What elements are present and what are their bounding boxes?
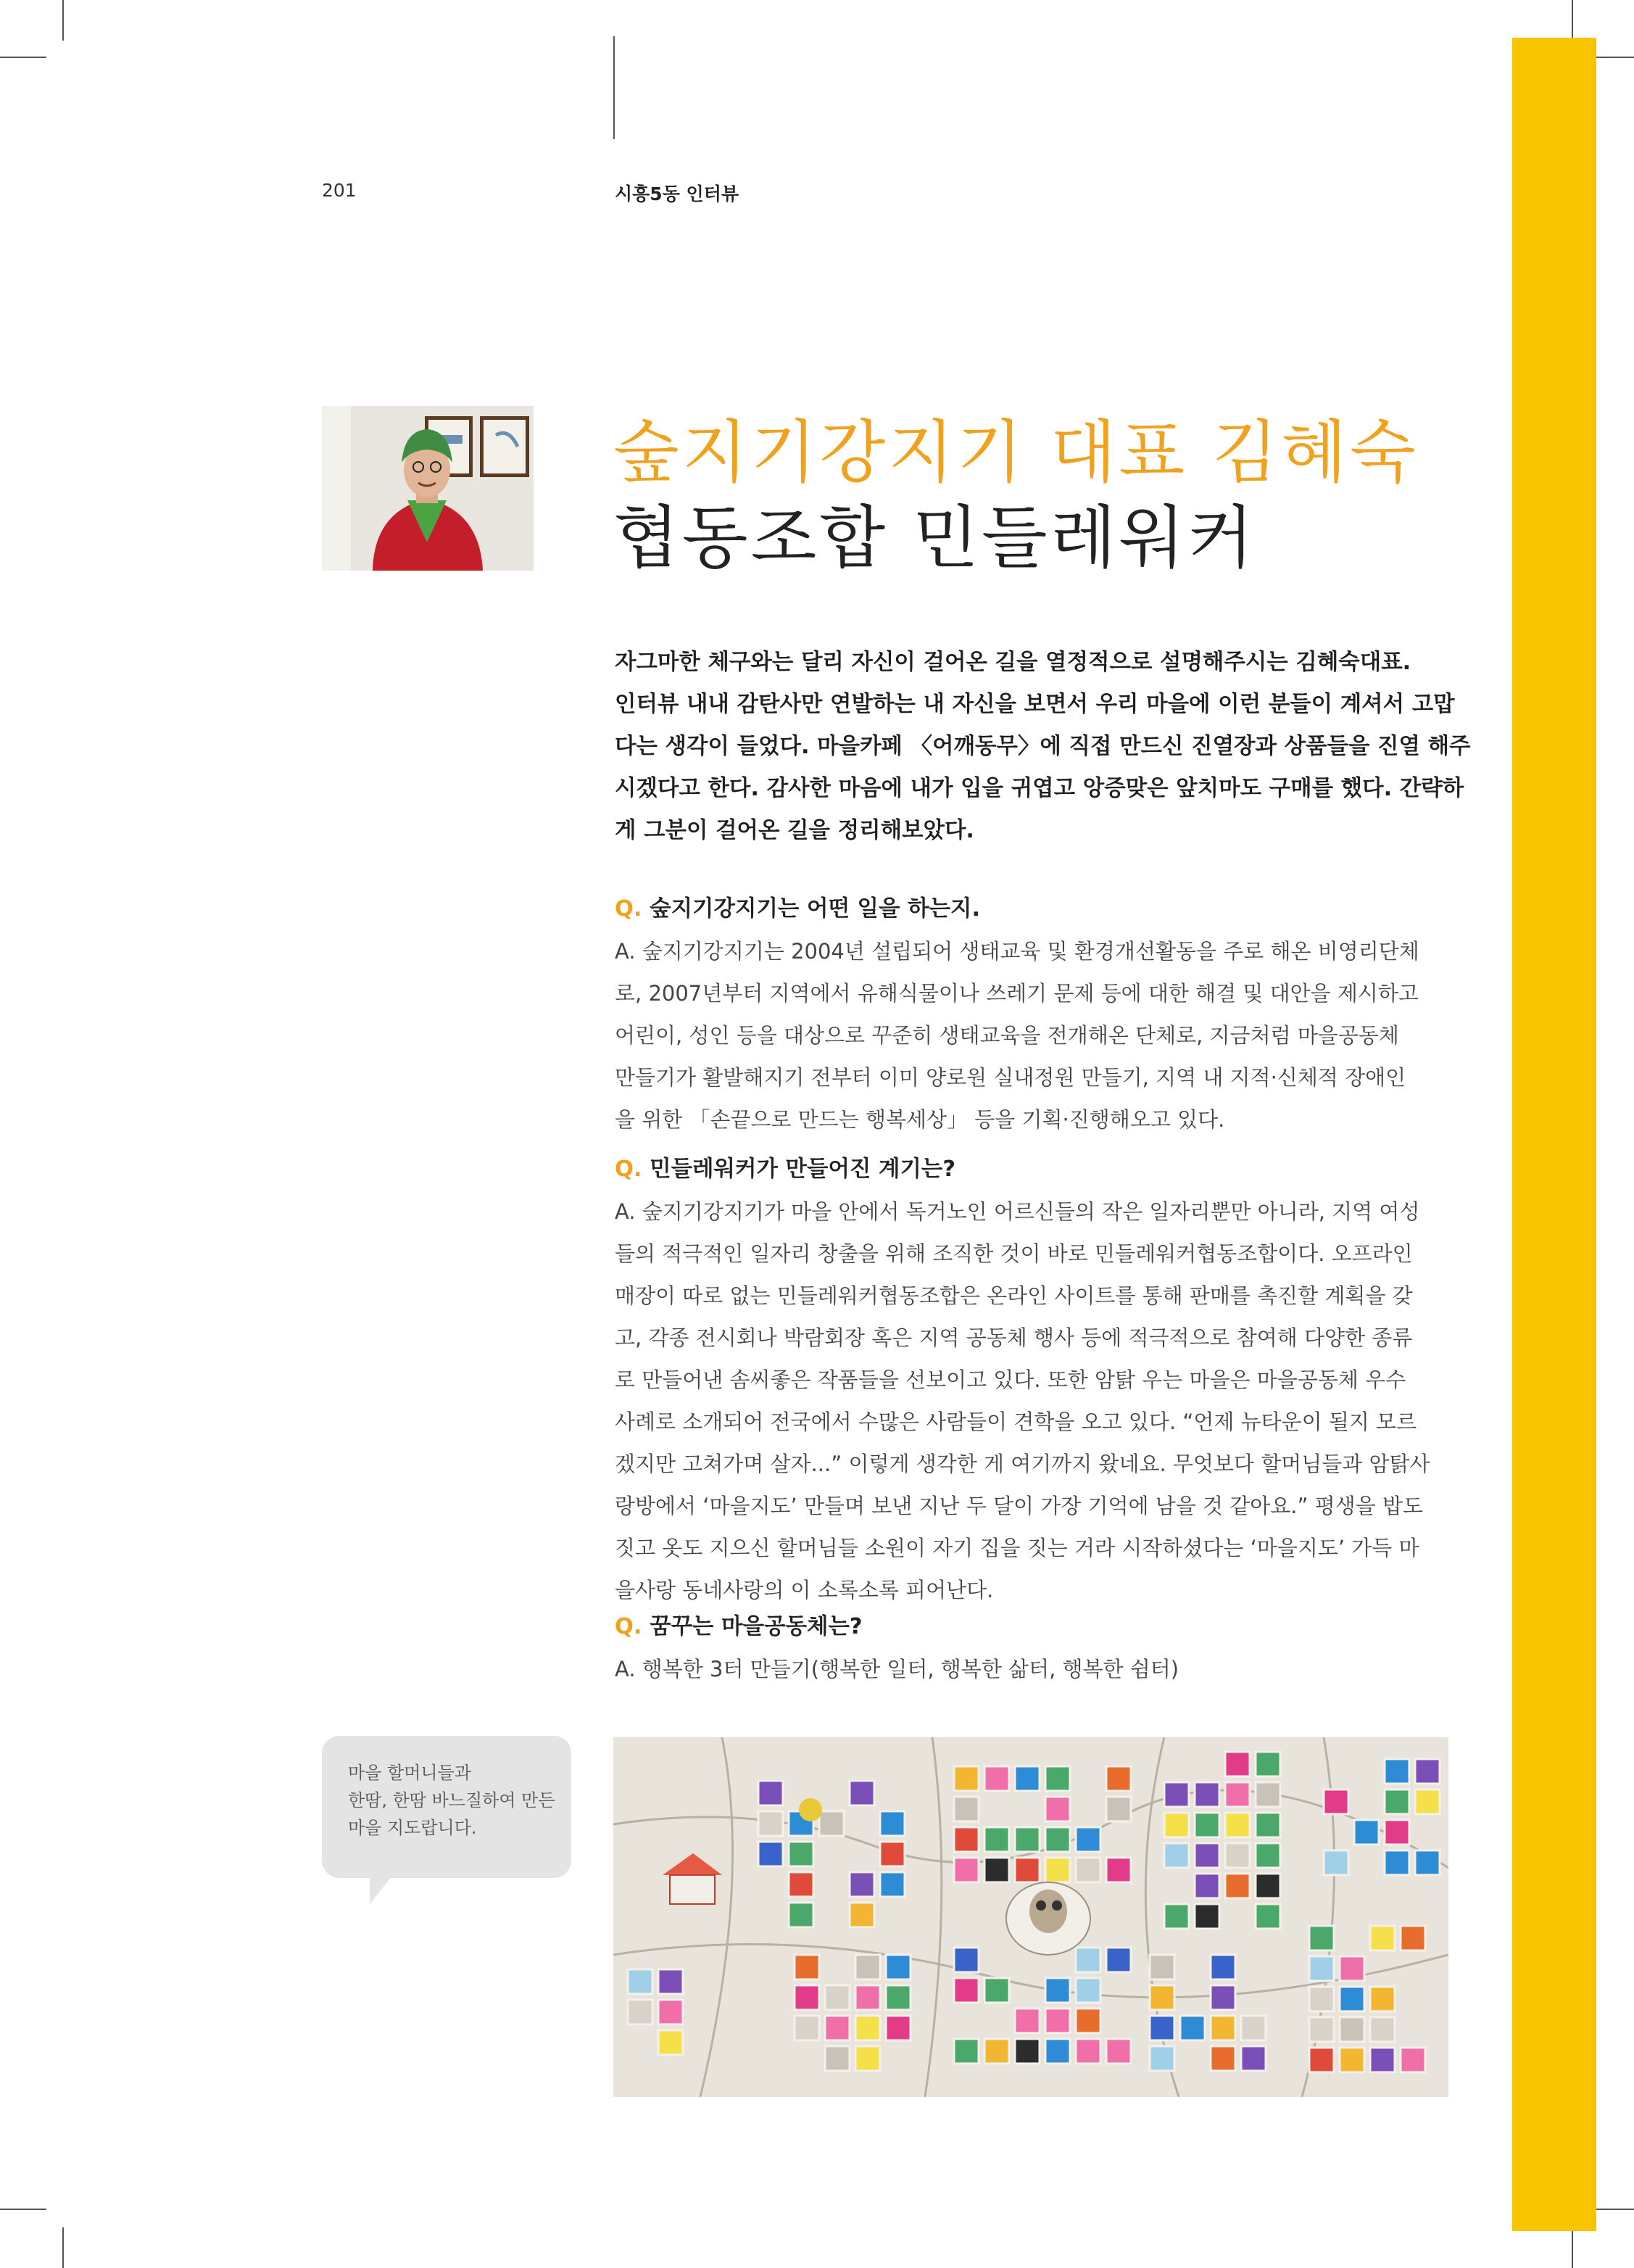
quilt-patch — [1045, 1827, 1070, 1852]
headline-secondary: 협동조합 민들레워커 — [613, 499, 1257, 578]
quilt-patch — [1195, 1782, 1219, 1807]
page-number: 201 — [322, 180, 357, 201]
quilt-patch — [1150, 2016, 1174, 2040]
quilt-patch — [1195, 1843, 1219, 1868]
quilt-patch — [1076, 1858, 1100, 1882]
quilt-patch — [855, 2046, 880, 2071]
quilt-patch — [825, 1985, 850, 2010]
quilt-patch — [1370, 2048, 1395, 2072]
answer-line: 을사랑 동네사랑의 이 소록소록 피어난다. — [615, 1578, 994, 1602]
quilt-patch — [1164, 1813, 1189, 1837]
caption-line: 마을 할머니들과 — [348, 1763, 471, 1783]
quilt-patch — [1195, 1874, 1219, 1898]
quilt-patch — [1354, 1820, 1379, 1845]
caption-text — [348, 1759, 555, 1842]
quilt-patch — [850, 1903, 874, 1927]
quilt-patch — [1106, 1797, 1131, 1821]
quilt-patch — [628, 2000, 652, 2024]
quilt-patch — [1415, 1850, 1440, 1875]
quilt-patch — [628, 1969, 652, 1994]
quilt-patch — [1340, 2017, 1364, 2042]
quilt-patch — [1015, 1766, 1040, 1791]
intro-line: 자그마한 체구와는 달리 자신이 걸어온 길을 열정적으로 설명해주시는 김혜숙대표. — [615, 650, 1411, 675]
quilt-patch — [825, 2016, 850, 2040]
quilt-patch — [1256, 1874, 1280, 1898]
quilt-patch — [984, 1827, 1009, 1852]
section-title: 시흥5동 인터뷰 — [615, 183, 739, 204]
question-text: 꿈꾸는 마을공동체는? — [642, 1614, 863, 1639]
crop-mark — [1572, 0, 1573, 41]
quilt-patch — [1241, 2046, 1266, 2071]
crop-mark — [0, 2209, 46, 2210]
quilt-patch — [1340, 1987, 1364, 2011]
quilt-patch — [1045, 1797, 1070, 1821]
quilt-patch — [1076, 1827, 1100, 1852]
caption-line: 한땀, 한땀 바느질하여 만든 — [348, 1790, 555, 1810]
answer — [615, 1648, 1456, 1690]
qa-block-3 — [615, 1606, 1456, 1690]
quilt-patch — [819, 1811, 844, 1836]
quilt-patch — [1370, 1987, 1395, 2011]
answer-line: 을 위한 「손끝으로 만드는 행복세상」 등을 기획·진행해오고 있다. — [615, 1107, 1225, 1132]
question — [615, 1149, 1456, 1191]
quilt-patch — [855, 1985, 880, 2010]
caption-line: 마을 지도랍니다. — [348, 1818, 477, 1838]
caption-bubble-tail — [370, 1875, 393, 1904]
quilt-patch — [1256, 1813, 1280, 1837]
quilt-patch — [1045, 2039, 1070, 2064]
answer — [615, 1191, 1456, 1611]
quilt-patch — [789, 1903, 813, 1927]
answer-line: 어린이, 성인 등을 대상으로 꾸준히 생태교육을 전개해온 단체로, 지금처럼 마을공동체 — [615, 1023, 1399, 1048]
quilt-patch — [1045, 1858, 1070, 1882]
quilt-patch — [1211, 1985, 1235, 2010]
intro-line: 다는 생각이 들었다. 마을카페 〈어깨동무〉에 직접 만드신 진열장과 상품들을 진열 해주 — [615, 734, 1471, 759]
quilt-patch — [954, 1766, 979, 1791]
quilt-patch — [886, 1985, 911, 2010]
answer-line: 짓고 옷도 지으신 할머님들 소원이 자기 집을 짓는 거라 시작하셨다는 ‘마을지도’ 가득 마 — [615, 1536, 1419, 1560]
quilt-patch — [1150, 2046, 1174, 2071]
quilt-patch — [1164, 1904, 1189, 1929]
quilt-patch — [1309, 1956, 1334, 1981]
quilt-patch — [1256, 1904, 1280, 1929]
quilt-patch — [954, 1978, 979, 2003]
answer-line: 겠지만 고쳐가며 살자...” 이렇게 생각한 게 여기까지 왔네요. 무엇보다 할머님들과 암탉사 — [615, 1452, 1430, 1476]
quilt-patch — [850, 1872, 874, 1897]
quilt-patch — [1106, 1766, 1131, 1791]
quilt-patch — [1401, 2048, 1425, 2072]
village-map-photo — [613, 1737, 1448, 2097]
quilt-patch — [855, 1955, 880, 1979]
quilt-patch — [658, 2030, 683, 2055]
quilt-patch — [954, 1827, 979, 1852]
quilt-patch — [1164, 1782, 1189, 1807]
quilt-patch — [1340, 1956, 1364, 1981]
quilt-patch — [1241, 2016, 1266, 2040]
quilt-patch — [1256, 1843, 1280, 1868]
answer-line: 만들기가 활발해지기 전부터 이미 양로원 실내정원 만들기, 지역 내 지적·신체적 장애인 — [615, 1065, 1406, 1090]
question-text: 숲지기강지기는 어떤 일을 하는지. — [642, 896, 981, 922]
quilt-patch — [855, 2016, 880, 2040]
quilt-patch — [880, 1842, 905, 1866]
quilt-patch — [1225, 1874, 1250, 1898]
answer-line: A. 행복한 3터 만들기(행복한 일터, 행복한 삶터, 행복한 쉼터) — [615, 1657, 1179, 1681]
quilt-patch — [758, 1781, 783, 1805]
quilt-patch — [1309, 1987, 1334, 2011]
quilt-patch — [1370, 2017, 1395, 2042]
quilt-patch — [1045, 1766, 1070, 1791]
quilt-patch — [1309, 1926, 1334, 1950]
quilt-patch — [789, 1872, 813, 1897]
intro-line: 시겠다고 한다. 감사한 마음에 내가 입을 귀엽고 앙증맞은 앞치마도 구매를 했다. 간략하 — [615, 776, 1464, 801]
quilt-patch — [658, 1969, 683, 1994]
quilt-patch — [1401, 1926, 1425, 1950]
quilt-patch — [1015, 1858, 1040, 1882]
quilt-patch — [1225, 1843, 1250, 1868]
answer-line: 매장이 따로 없는 민들레워커협동조합은 온라인 사이트를 통해 판매를 촉진할 계획을 갖 — [615, 1283, 1413, 1308]
quilt-patch — [954, 2039, 979, 2064]
quilt-patch — [1180, 2016, 1205, 2040]
quilt-patch — [825, 2046, 850, 2071]
quilt-patch — [984, 1766, 1009, 1791]
q-marker: Q. — [615, 1614, 642, 1639]
quilt-patch — [984, 1858, 1009, 1882]
quilt-patch — [658, 2000, 683, 2024]
headline-primary: 숲지기강지기 대표 김혜숙 — [613, 413, 1419, 492]
answer-line: 로 만들어낸 솜씨좋은 작품들을 선보이고 있다. 또한 암탉 우는 마을은 마을공동체 우수 — [615, 1367, 1406, 1392]
quilt-patch — [954, 1797, 979, 1821]
quilt-patch — [1211, 2016, 1235, 2040]
intro-line: 게 그분이 걸어온 길을 정리해보았다. — [615, 818, 975, 843]
quilt-patch — [1195, 1813, 1219, 1837]
qa-block-2 — [615, 1149, 1456, 1611]
quilt-patch — [954, 1858, 979, 1882]
quilt-patch — [795, 1985, 819, 2010]
answer — [615, 930, 1456, 1141]
quilt-patch — [1385, 1789, 1409, 1814]
answer-line: 랑방에서 ‘마을지도’ 만들며 보낸 지난 두 달이 가장 기억에 남을 것 같아요.” 평생을 밥도 — [615, 1494, 1423, 1518]
quilt-patch — [886, 1955, 911, 1979]
q-marker: Q. — [615, 896, 642, 922]
q-marker: Q. — [615, 1156, 642, 1182]
quilt-patch — [1150, 1985, 1174, 2010]
portrait-photo — [322, 406, 534, 571]
quilt-patch — [1225, 1752, 1250, 1776]
quilt-patch — [789, 1842, 813, 1866]
quilt-patch — [1415, 1759, 1440, 1784]
question-text: 민들레워커가 만들어진 계기는? — [642, 1156, 956, 1182]
question — [615, 888, 1456, 930]
quilt-patch — [1370, 1926, 1395, 1950]
quilt-patch — [1324, 1789, 1348, 1814]
crop-mark — [62, 0, 64, 41]
quilt-patch — [1076, 1978, 1100, 2003]
quilt-patch — [1415, 1789, 1440, 1814]
quilt-patch — [1211, 1955, 1235, 1979]
answer-line: 사례로 소개되어 전국에서 수많은 사람들이 견학을 오고 있다. “언제 뉴타운이 될지 모르 — [615, 1410, 1417, 1434]
crop-mark — [62, 2227, 64, 2268]
quilt-patch — [1106, 1858, 1131, 1882]
quilt-patch — [954, 1948, 979, 1972]
crop-mark — [0, 57, 46, 58]
quilt-patch — [1340, 2048, 1364, 2072]
answer-line: A. 숲지기강지기는 2004년 설립되어 생태교육 및 환경개선활동을 주로 해온 비영리단체 — [615, 939, 1419, 964]
answer-line: 들의 적극적인 일자리 창출을 위해 조직한 것이 바로 민들레워커협동조합이다. 오프라인 — [615, 1241, 1413, 1266]
quilt-patch — [1324, 1850, 1348, 1875]
quilt-patch — [1385, 1820, 1409, 1845]
quilt-patch — [1015, 1827, 1040, 1852]
quilt-patch — [1045, 2008, 1070, 2033]
crop-mark — [1572, 2227, 1573, 2268]
quilt-patch — [1225, 1813, 1250, 1837]
quilt-patch — [1211, 2046, 1235, 2071]
quilt-patch — [1164, 1843, 1189, 1868]
quilt-patch — [1385, 1759, 1409, 1784]
quilt-patch — [1045, 1978, 1070, 2003]
quilt-patch — [1076, 2008, 1100, 2033]
quilt-patch — [1309, 2048, 1334, 2072]
quilt-patch — [1309, 2017, 1334, 2042]
quilt-patch — [1015, 2039, 1040, 2064]
crop-mark — [613, 36, 615, 139]
quilt-patch — [984, 1978, 1009, 2003]
quilt-patch — [1076, 1948, 1100, 1972]
quilt-patch — [1106, 1948, 1131, 1972]
quilt-patch — [1076, 2039, 1100, 2064]
quilt-patch — [1195, 1904, 1219, 1929]
quilt-patch — [1385, 1850, 1409, 1875]
quilt-patch — [758, 1842, 783, 1866]
quilt-patch — [1225, 1782, 1250, 1807]
question — [615, 1606, 1456, 1648]
intro-line: 인터뷰 내내 감탄사만 연발하는 내 자신을 보면서 우리 마을에 이런 분들이 계셔서 고맙 — [615, 692, 1455, 717]
quilt-patch — [1150, 1955, 1174, 1979]
quilt-patch — [758, 1811, 783, 1836]
quilt-patch — [1256, 1782, 1280, 1807]
quilt-patch — [880, 1811, 905, 1836]
quilt-patch — [1256, 1752, 1280, 1776]
quilt-patch — [1106, 2039, 1131, 2064]
answer-line: 고, 각종 전시회나 박람회장 혹은 지역 공동체 행사 등에 적극적으로 참여해 다양한 종류 — [615, 1325, 1413, 1350]
quilt-patch — [795, 1955, 819, 1979]
quilt-patch — [1015, 2008, 1040, 2033]
answer-line: A. 숲지기강지기가 마을 안에서 독거노인 어르신들의 작은 일자리뿐만 아니라, 지역 여성 — [615, 1199, 1420, 1224]
intro-paragraph — [615, 642, 1471, 852]
quilt-patch — [880, 1872, 905, 1897]
quilt-patch — [795, 2016, 819, 2040]
quilt-patch — [850, 1781, 874, 1805]
qa-block-1 — [615, 888, 1456, 1141]
answer-line: 로, 2007년부터 지역에서 유해식물이나 쓰레기 문제 등에 대한 해결 및 대안을 제시하고 — [615, 981, 1419, 1006]
quilt-patch — [886, 2016, 911, 2040]
quilt-patch — [984, 2039, 1009, 2064]
yellow-side-bar — [1512, 38, 1596, 2231]
